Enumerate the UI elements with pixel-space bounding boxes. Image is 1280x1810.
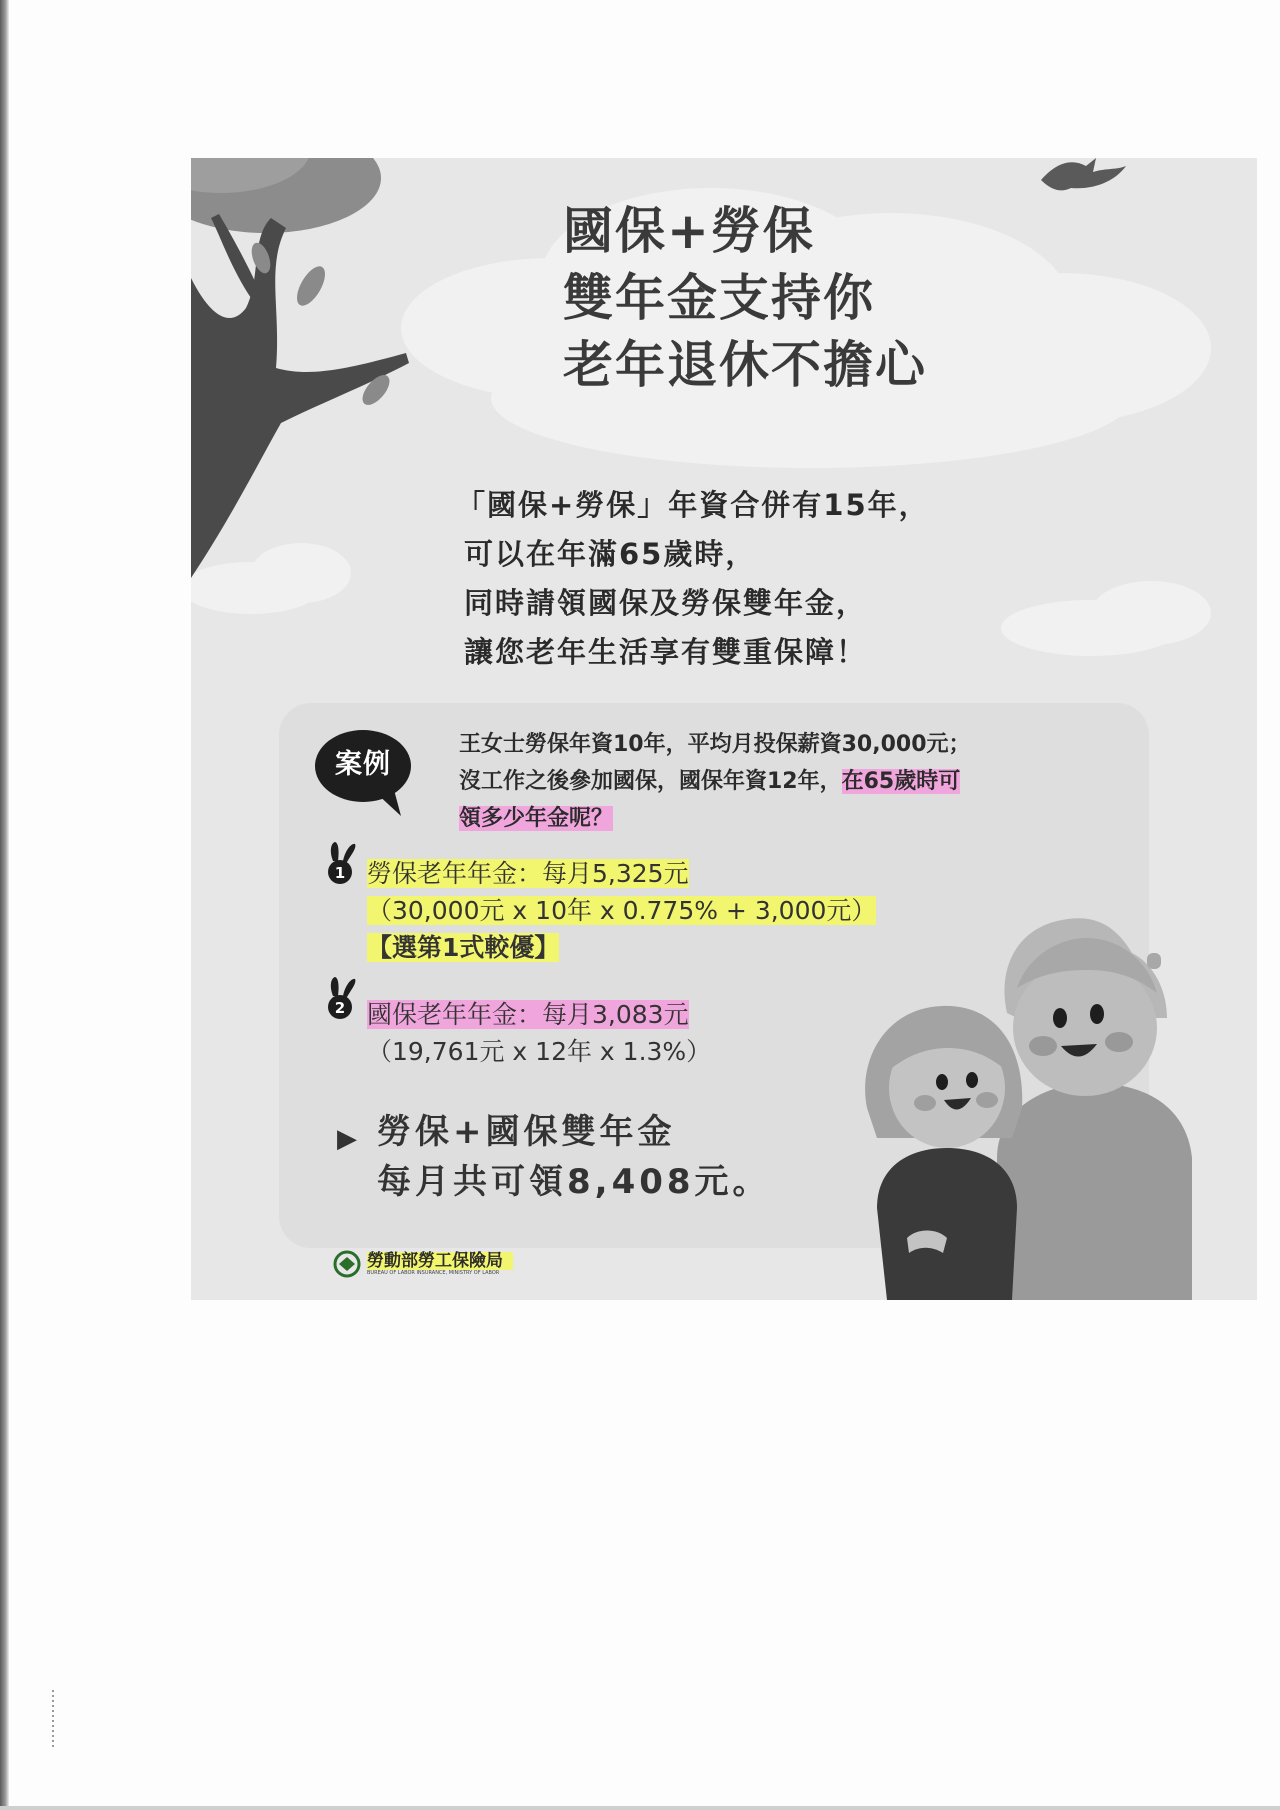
rabbit-number-1-icon	[325, 841, 359, 885]
scan-mark	[50, 1690, 56, 1750]
bureau-logo	[333, 1250, 513, 1278]
intro-line-2: 可以在年滿65歲時，	[464, 537, 757, 571]
case-line-1: 王女士勞保年資10年，平均月投保薪資30,000元；	[459, 732, 971, 757]
bird-illustration	[1041, 158, 1126, 190]
total-pension	[377, 1107, 771, 1207]
scan-edge-bottom	[0, 1806, 1280, 1810]
national-pension-formula: （19,761元 x 12年 x 1.3%）	[367, 1037, 712, 1066]
title-line-1: 國保+勞保	[563, 202, 815, 260]
labor-pension-line-3	[367, 929, 876, 966]
total-line-2: 每月共可領8,408元。	[377, 1162, 771, 1202]
case-line-2-highlight: 在65歲時可	[841, 769, 961, 794]
bureau-emblem-icon	[333, 1250, 361, 1278]
labor-pension-formula: （30,000元 x 10年 x 0.775% + 3,000元）	[367, 896, 877, 925]
labor-pension-note: 【選第1式較優】	[367, 933, 560, 962]
bureau-name-en: BUREAU OF LABOR INSURANCE, MINISTRY OF LABOR	[367, 1269, 500, 1276]
bureau-name-zh: 勞動部勞工保險局	[367, 1252, 513, 1270]
bureau-logo-text	[367, 1252, 513, 1277]
case-description	[459, 726, 971, 837]
intro-line-3: 同時請領國保及勞保雙年金，	[464, 586, 868, 620]
total-line-1: 勞保+國保雙年金	[377, 1112, 676, 1152]
tree-illustration	[191, 158, 409, 578]
intro-text	[456, 481, 930, 677]
case-line-2	[459, 763, 971, 800]
children-illustration	[847, 908, 1257, 1300]
labor-insurance-pension	[367, 855, 876, 966]
title-line-2: 雙年金支持你	[563, 269, 875, 327]
poster-title	[563, 198, 927, 399]
case-line-3-highlight: 領多少年金呢？	[459, 806, 614, 831]
scan-edge-left	[0, 0, 9, 1810]
svg-text:1: 1	[334, 864, 346, 882]
svg-text:2: 2	[334, 999, 346, 1017]
labor-pension-line-2	[367, 892, 876, 929]
case-line-3	[459, 800, 971, 837]
play-triangle-icon: ▶	[337, 1124, 357, 1154]
national-pension	[367, 996, 711, 1070]
case-badge-label: 案例	[335, 749, 391, 780]
intro-line-1: 「國保+勞保」年資合併有15年，	[456, 488, 930, 522]
older-child-illustration	[997, 918, 1192, 1300]
rabbit-number-2-icon	[325, 976, 359, 1020]
national-pension-amount: 國保老年年金：每月3,083元	[367, 1000, 689, 1029]
national-pension-line-1	[367, 996, 711, 1033]
title-line-3: 老年退休不擔心	[563, 336, 927, 394]
intro-line-4: 讓您老年生活享有雙重保障！	[464, 635, 868, 669]
labor-pension-line-1	[367, 855, 876, 892]
labor-pension-amount: 勞保老年年金：每月5,325元	[367, 859, 689, 888]
case-line-2-plain: 沒工作之後參加國保，國保年資12年，	[459, 769, 842, 794]
poster	[191, 158, 1257, 1300]
